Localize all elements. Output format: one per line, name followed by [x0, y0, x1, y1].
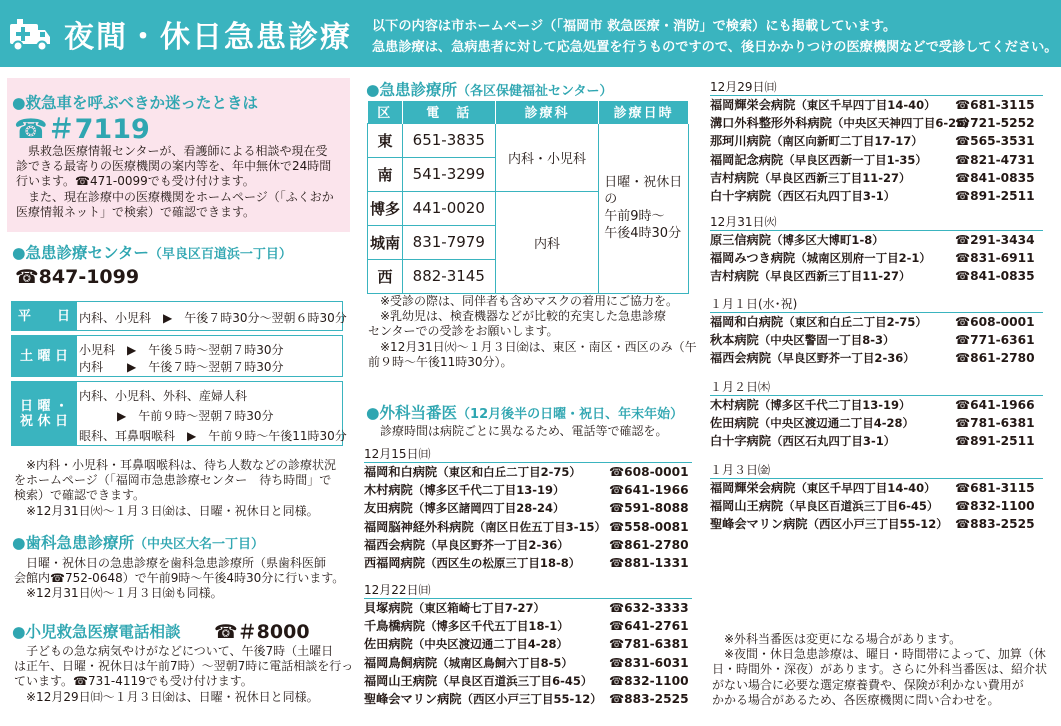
hospital-address: （南区向新町二丁目17-17）: [770, 134, 923, 149]
note-line: ※12月31日㈫～１月３日㈮は、東区・南区・西区のみ（午: [368, 339, 697, 354]
note-line: がない場合に必要な選定療養費や、保険が利かない費用が: [712, 677, 1024, 692]
text-line: ※12月31日㈫～１月３日㈮も同様。: [14, 586, 223, 601]
day-label: １月３日㈮: [710, 461, 1043, 479]
hospital-address: （早良区西新一丁目1-35）: [783, 152, 927, 167]
hours-cell: [599, 123, 689, 293]
hospital-row: [364, 672, 692, 690]
hospital-phone[interactable]: ☎641-1966: [955, 398, 1035, 412]
note-line: かかる場合があるため、各医療機関に問い合わせを。: [712, 692, 1000, 707]
ward-cell: 東: [368, 123, 403, 157]
section-title-child: ●小児救急医療電話相談: [12, 623, 181, 641]
hours-line: 午前9時～: [604, 209, 665, 224]
hospital-address: （東区千早四丁目14-40）: [795, 98, 936, 112]
hospital-address: （早良区百道浜三丁目6-45）: [437, 673, 593, 688]
hospital-row: [710, 169, 1043, 187]
section-body-7119: [16, 144, 334, 220]
hospital-phone[interactable]: ☎291-3434: [955, 233, 1035, 247]
hospital-address: （中央区警固一丁目8-3）: [758, 333, 895, 348]
hospital-name: [364, 520, 606, 534]
hospital-row: [364, 635, 692, 653]
hospital-name-text: 福岡記念病院: [710, 152, 784, 167]
hospital-row: [710, 132, 1043, 150]
section-title-clinics: [366, 78, 613, 100]
hospital-name: [710, 116, 976, 130]
hospital-phone[interactable]: ☎591-8088: [609, 501, 689, 516]
hospital-name: [710, 233, 884, 247]
hospital-name: [364, 674, 592, 688]
hospital-row: [364, 599, 692, 617]
day-label: １月１日(水･祝): [710, 295, 1043, 313]
hospital-phone[interactable]: ☎608-0001: [609, 465, 689, 479]
header-notice-line-2: 急患診療は、急病患者に対して応急処置を行うものですので、後日かかりつけの医療機関などで受診してください。: [372, 40, 1058, 55]
hospital-name: [364, 601, 545, 615]
hospital-name: [364, 538, 569, 552]
schedule-row-holiday: [11, 381, 347, 446]
hospital-name-text: 吉村病院: [710, 170, 759, 185]
hospital-name: [710, 398, 911, 412]
hospital-row: [364, 554, 692, 572]
hospital-row: [710, 114, 1043, 132]
hospital-row: [710, 414, 1043, 432]
schedule-line: 内科 ▶ 午後７時～翌朝７時30分: [79, 360, 284, 374]
hospital-name: [710, 134, 923, 148]
text-line: 医療情報ネット」で検索）で確認できます。: [16, 204, 256, 219]
schedule-row-saturday: [11, 335, 343, 377]
ward-cell: 西: [368, 259, 403, 293]
hospital-name: [364, 483, 565, 497]
phone-number-7119[interactable]: ☎＃7119: [14, 114, 150, 145]
hospital-name-text: 福岡鳥飼病院: [364, 655, 438, 670]
table-row: [368, 123, 689, 157]
hospital-phone[interactable]: ☎781-6381: [955, 416, 1035, 431]
note-line: ※内科・小児科・耳鼻咽喉科は、待ち人数などの診療状況: [14, 458, 337, 472]
hospital-name-text: 福岡輝栄会病院: [710, 98, 796, 112]
hospital-name: [364, 619, 569, 633]
column-header: 診療科: [495, 101, 599, 123]
section-title-surgery: [366, 401, 683, 423]
schedule-label-weekday: 平 日: [11, 301, 77, 331]
section-title-dental: [12, 531, 264, 553]
note-line: ※受診の際は、同伴者も含めマスクの着用にご協力を。: [368, 294, 679, 308]
surgery-day-list: [710, 295, 1043, 368]
hospital-phone[interactable]: ☎771-6361: [955, 333, 1035, 348]
hospital-address: （城南区別府一丁目2-1）: [795, 251, 931, 266]
hospital-row: [710, 515, 1043, 533]
clinic-notes: [368, 294, 697, 370]
hospital-phone[interactable]: ☎861-2780: [609, 537, 689, 552]
note-line: をホームページ（「福岡市急患診療センター 待ち時間」で: [14, 473, 332, 488]
hospital-phone[interactable]: ☎831-6031: [609, 655, 689, 670]
schedule-label-saturday: 土 曜 日: [11, 335, 77, 377]
text-line: また、現在診療中の医療機関をホームページ（「ふくおか: [16, 189, 334, 204]
day-label: １月２日㈭: [710, 378, 1043, 396]
hospital-phone[interactable]: ☎883-2525: [955, 517, 1035, 532]
text-line: 行います。☎471-0099でも受け付けます。: [16, 174, 255, 189]
schedule-label-line: 日 曜 ・: [19, 398, 69, 414]
hospital-address: （博多区千代五丁目18-1）: [424, 619, 569, 634]
hospital-name: [710, 315, 927, 329]
text-line: は正午、日曜・祝休日は午前7時）～翌朝7時に電話相談を行っ: [14, 659, 354, 674]
hospital-phone[interactable]: ☎641-1966: [609, 483, 689, 498]
hospital-address: （西区石丸四丁目3-1）: [770, 188, 896, 203]
hospital-name-text: 福岡山王病院: [364, 673, 438, 688]
note-line: 前９時～午後11時30分）。: [368, 354, 513, 369]
hospital-row: [710, 187, 1043, 205]
hospital-address: （中央区渡辺通二丁目4-28）: [412, 637, 569, 652]
hospital-name-text: 聖峰会マリン病院: [710, 517, 808, 532]
hospital-address: （西区石丸四丁目3-1）: [770, 434, 896, 449]
hospital-row: [710, 331, 1043, 349]
ambulance-icon: [8, 14, 52, 54]
hospital-name-text: 秋本病院: [710, 333, 759, 348]
day-label: 12月22日㈰: [364, 581, 692, 599]
hospital-row: [364, 463, 692, 481]
section-title-sub: （中央区大名一丁目）: [134, 537, 265, 552]
note-line: センターでの受診をお願いします。: [368, 324, 559, 339]
hospital-name: [364, 656, 573, 670]
hospital-name-text: 福岡和白病院: [710, 315, 784, 329]
day-label: 12月31日㈫: [710, 213, 1043, 231]
day-label: 12月15日㈰: [364, 445, 692, 463]
text-line: 診できる最寄りの医療機関の案内等を、年中無休で24時間: [16, 159, 332, 174]
hospital-address: （博多区大博町1-8）: [770, 233, 884, 247]
hospital-phone[interactable]: ☎832-1100: [955, 499, 1035, 514]
hospital-phone[interactable]: ☎861-2780: [955, 351, 1035, 366]
text-line: 子どもの急な病気やけがなどについて、午後7時（土曜日: [14, 644, 334, 658]
schedule-row-weekday: [11, 301, 347, 331]
page-title: 夜間・休日急患診療: [64, 20, 352, 55]
hospital-name: [710, 333, 895, 347]
table-header-row: [368, 101, 689, 123]
note-line: 日・時間外・深夜）があります。さらに外科当番医は、紹介状: [712, 662, 1048, 677]
hospital-name: [710, 416, 914, 430]
hospital-address: （城南区鳥飼六丁目8-5）: [437, 655, 573, 670]
hospital-name-text: 木村病院: [710, 398, 759, 412]
tel-cell[interactable]: 541-3299: [402, 157, 495, 191]
hospital-name-text: 福岡和白病院: [364, 465, 438, 479]
tel-cell[interactable]: 651-3835: [402, 123, 495, 157]
hospital-address: （南区日佐五丁目3-15）: [473, 519, 606, 534]
hospital-phone[interactable]: ☎641-2761: [609, 619, 689, 634]
hospital-phone[interactable]: ☎721-5252: [955, 116, 1035, 131]
hospital-name: [710, 153, 927, 167]
hospital-phone[interactable]: ☎881-1331: [609, 555, 689, 570]
hospital-name-text: 友田病院: [364, 501, 413, 516]
hospital-name-text: 福岡みつき病院: [710, 251, 796, 266]
tel-cell[interactable]: 831-7979: [402, 225, 495, 259]
hospital-phone[interactable]: ☎781-6381: [609, 637, 689, 652]
column-header: 区: [368, 101, 403, 123]
hospital-phone[interactable]: ☎891-2511: [955, 434, 1035, 449]
hospital-phone[interactable]: ☎608-0001: [955, 315, 1035, 329]
hospital-phone[interactable]: ☎891-2511: [955, 188, 1035, 203]
schedule-line: 内科、小児科 ▶ 午後７時30分～翌朝６時30分: [79, 311, 347, 325]
hospital-name: [364, 465, 581, 479]
hospital-address: （早良区西新三丁目11-27）: [758, 170, 911, 185]
note-line: ※夜間・休日急患診療は、曜日・時間帯によって、加算（休: [712, 647, 1046, 662]
hospital-phone[interactable]: ☎681-3115: [955, 98, 1035, 112]
schedule-line: ▶ 午前９時～翌朝７時30分: [117, 409, 274, 423]
hospital-name-text: 白十字病院: [710, 188, 771, 203]
hospital-name-text: 那珂川病院: [710, 134, 771, 149]
hospital-phone[interactable]: ☎821-4731: [955, 152, 1035, 167]
hospital-row: [710, 396, 1043, 414]
phone-number-8000[interactable]: ☎＃8000: [214, 621, 310, 643]
footer-notes: [712, 632, 1047, 708]
hospital-name: [710, 351, 915, 365]
text-line: ています。☎731-4119でも受け付けます。: [14, 674, 253, 689]
section-title-7119: ●救急車を呼ぶべきか迷ったときは: [12, 94, 259, 112]
hospital-name-text: 佐田病院: [364, 637, 413, 652]
hospital-address: （西区小戸三丁目55-12）: [807, 517, 948, 532]
hospital-address: （東区和白丘二丁目2-75）: [783, 315, 927, 329]
hospital-phone[interactable]: ☎831-6911: [955, 251, 1035, 266]
hospital-name-text: 福岡山王病院: [710, 499, 784, 514]
hospital-phone[interactable]: ☎558-0081: [609, 519, 689, 534]
header-notice-line-1: 以下の内容は市ホームページ（「福岡市 救急医療・消防」で検索）にも掲載しています。: [372, 19, 897, 34]
hospital-row: [710, 432, 1043, 450]
center-notes: [14, 458, 336, 519]
note-line: 検索）で確認できます。: [14, 488, 146, 503]
text-line: 会館内☎752-0648）で午前9時～午後4時30分に行います。: [14, 571, 345, 586]
hospital-name: [364, 692, 602, 706]
hospital-row: [364, 536, 692, 554]
hospital-name-text: 福西会病院: [710, 351, 771, 366]
hospital-row: [364, 499, 692, 517]
tel-cell[interactable]: 882-3145: [402, 259, 495, 293]
dental-body: [14, 556, 344, 602]
hospital-row: [364, 481, 692, 499]
hospital-name-text: 千鳥橋病院: [364, 619, 425, 634]
hospital-phone[interactable]: ☎632-3333: [609, 601, 689, 615]
note-line: ※外科当番医は変更になる場合があります。: [712, 632, 962, 646]
hospital-address: （博多区千代二丁目13-19）: [412, 483, 565, 498]
schedule-line: 内科、小児科、外科、産婦人科: [79, 389, 248, 403]
hospital-name-text: 聖峰会マリン病院: [364, 691, 462, 706]
hospital-row: [364, 518, 692, 536]
hospital-name: [364, 556, 580, 570]
schedule-line: 小児科 ▶ 午後５時～翌朝７時30分: [79, 343, 284, 357]
clinic-table: [367, 101, 689, 294]
note-line: ※乳幼児は、検査機器などが比較的充実した急患診療: [368, 309, 667, 324]
column-header: 電 話: [402, 101, 495, 123]
hospital-name-text: 原三信病院: [710, 233, 771, 247]
hospital-row: [710, 313, 1043, 331]
hospital-name: [364, 637, 568, 651]
section-title-text: ●急患診療センター: [12, 244, 149, 262]
section-title-center: [12, 241, 292, 263]
surgery-day-list: [710, 461, 1043, 534]
section-title-sub: （12月後半の日曜・祝日、年末年始）: [457, 407, 684, 422]
surgery-day-list: [710, 213, 1043, 286]
text-line: 県救急医療情報センターが、看護師による相談や現在受: [16, 144, 328, 158]
hospital-row: [364, 617, 692, 635]
hospital-phone[interactable]: ☎832-1100: [609, 673, 689, 688]
hospital-name: [710, 98, 936, 112]
hospital-name-text: 溝口外科整形外科病院: [710, 116, 832, 131]
hospital-row: [364, 690, 692, 708]
hospital-address: （東区和白丘二丁目2-75）: [437, 465, 581, 479]
hospital-name: [364, 501, 565, 515]
child-body: [14, 644, 353, 705]
column-header: 診療日時: [599, 101, 689, 123]
hours-line: 午後4時30分: [604, 226, 682, 241]
hours-line: 日曜・祝休日の: [604, 175, 683, 207]
hospital-address: （東区箱崎七丁目7-27）: [412, 601, 546, 615]
dept-cell: 内科・小児科: [495, 123, 599, 191]
hospital-address: （早良区西新三丁目11-27）: [758, 269, 911, 284]
hospital-phone[interactable]: ☎883-2525: [609, 691, 689, 706]
hospital-address: （東区千早四丁目14-40）: [795, 481, 936, 495]
surgery-day-list: [710, 78, 1043, 205]
hospital-row: [710, 497, 1043, 515]
hospital-address: （博多区千代二丁目13-19）: [758, 398, 911, 412]
hospital-name: [710, 434, 895, 448]
hospital-name: [710, 499, 938, 513]
tel-cell[interactable]: 441-0020: [402, 191, 495, 225]
hospital-name-text: 貝塚病院: [364, 601, 413, 615]
hospital-name-text: 佐田病院: [710, 416, 759, 431]
text-line: 日曜・祝休日の急患診療を歯科急患診療所（県歯科医師: [14, 556, 327, 570]
hospital-address: （中央区天神四丁目6-25）: [831, 116, 976, 131]
hospital-address: （早良区百道浜三丁目6-45）: [783, 499, 939, 514]
section-title-sub: （早良区百道浜一丁目）: [148, 247, 292, 262]
hospital-name: [710, 517, 948, 531]
hospital-row: [710, 151, 1043, 169]
note-line: ※12月31日㈫～１月３日㈮は、日曜・祝休日と同様。: [14, 503, 319, 518]
ward-cell: 城南: [368, 225, 403, 259]
hospital-row: [710, 479, 1043, 497]
hospital-name-text: 白十字病院: [710, 434, 771, 449]
ward-cell: 南: [368, 157, 403, 191]
hospital-name: [710, 269, 911, 283]
hospital-row: [364, 654, 692, 672]
hospital-phone[interactable]: ☎841-0835: [955, 170, 1035, 185]
hospital-name: [710, 251, 931, 265]
hospital-name: [710, 481, 936, 495]
hospital-address: （西区小戸三丁目55-12）: [461, 691, 602, 706]
hospital-name-text: 福西会病院: [364, 537, 425, 552]
hospital-address: （早良区野芥一丁目2-36）: [424, 537, 569, 552]
hospital-name-text: 吉村病院: [710, 269, 759, 284]
hospital-address: （博多区諸岡四丁目28-24）: [412, 501, 565, 516]
hospital-row: [710, 267, 1043, 285]
hospital-name-text: 木村病院: [364, 483, 413, 498]
schedule-label-line: 祝 休 日: [19, 413, 69, 429]
hospital-name: [710, 189, 895, 203]
schedule-line: 眼科、耳鼻咽喉科 ▶ 午前９時～午後11時30分: [79, 429, 347, 443]
surgery-note: 診療時間は病院ごとに異なるため、電話等で確認を。: [368, 424, 668, 438]
hospital-name: [710, 171, 911, 185]
surgery-day-list: [710, 378, 1043, 451]
text-line: ※12月29日㈰～１月３日㈮は、日曜・祝休日と同様。: [14, 689, 319, 704]
dept-cell: 内科: [495, 191, 599, 293]
hospital-name-text: 西福岡病院: [364, 555, 425, 570]
hospital-address: （早良区野芥一丁目2-36）: [770, 351, 915, 366]
hospital-address: （西区生の松原三丁目18-8）: [424, 555, 581, 570]
hospital-row: [710, 249, 1043, 267]
ward-cell: 博多: [368, 191, 403, 225]
section-title-text: ●歯科急患診療所: [12, 534, 135, 552]
surgery-day-list: [364, 445, 692, 572]
hospital-row: [710, 231, 1043, 249]
hospital-phone[interactable]: ☎841-0835: [955, 269, 1035, 284]
hospital-row: [710, 96, 1043, 114]
day-label: 12月29日㈰: [710, 78, 1043, 96]
section-title-text: ●外科当番医: [366, 404, 458, 422]
hospital-phone[interactable]: ☎565-3531: [955, 134, 1035, 149]
surgery-day-list: [364, 581, 692, 708]
phone-number-center[interactable]: ☎847-1099: [15, 266, 140, 288]
hospital-address: （中央区渡辺通二丁目4-28）: [758, 416, 915, 431]
section-title-sub: （各区保健福祉センター）: [457, 84, 613, 99]
hospital-name-text: 福岡輝栄会病院: [710, 481, 796, 495]
hospital-phone[interactable]: ☎681-3115: [955, 481, 1035, 495]
section-title-text: ●急患診療所: [366, 81, 458, 99]
schedule-label-holiday: [11, 381, 77, 446]
hospital-row: [710, 349, 1043, 367]
hospital-name-text: 福岡脳神経外科病院: [364, 519, 474, 534]
